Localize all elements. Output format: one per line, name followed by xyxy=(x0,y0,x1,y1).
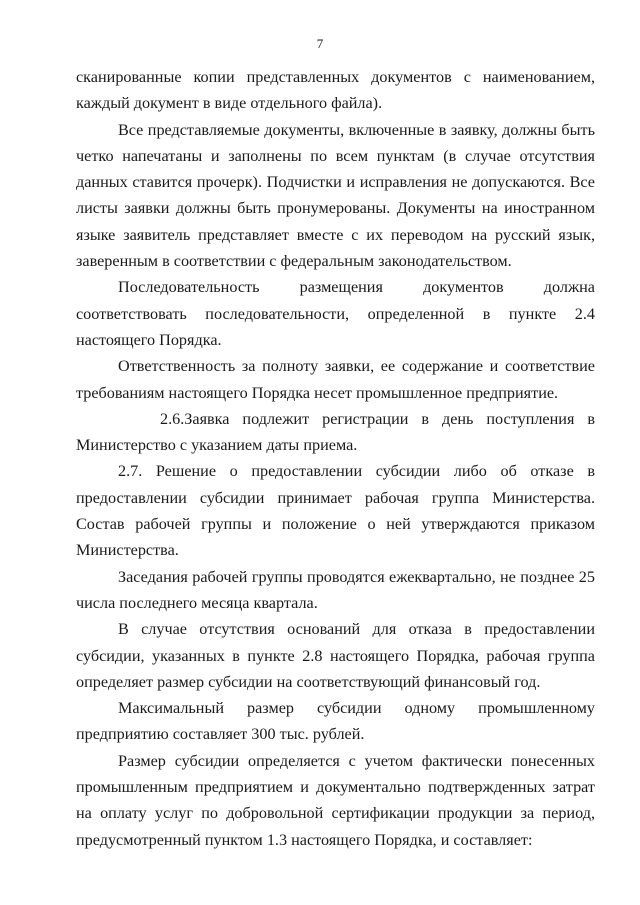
paragraph-text: В случае отсутствия оснований для отказа в предоставлении субсидии, указанных в пункте 2.8 настоящего Порядка, рабочая группа определяет размер субсидии на соответствующий финансовый год. xyxy=(76,620,595,691)
paragraph-2-7 xyxy=(76,458,595,563)
paragraph-text: сканированные копии представленных документов с наименованием, каждый документ в виде отдельного файла). xyxy=(76,68,595,113)
paragraph-text: Решение о предоставлении субсидии либо об отказе в предоставлении субсидии принимает рабочая группа Министерства. Состав рабочей группы и положение о ней утверждаются приказом Министерства. xyxy=(76,462,596,560)
paragraph-subsidy-calculation xyxy=(76,748,595,853)
clause-number: 2.7. xyxy=(118,462,143,481)
paragraph-text: Все представляемые документы, включенные в заявку, должны быть четко напечатаны и заполнены по всем пунктам (в случае отсутствия данных ставится прочерк). Подчистки и исправления не допускаются. Все листы заявки должны быть пронумерованы. Документы на иностранном языке заявитель представляет вместе с их переводом на русский язык, заверенным в соответствии с федеральным законодательством. xyxy=(76,120,595,271)
paragraph-text: Заседания рабочей группы проводятся ежеквартально, не позднее 25 числа последнего месяца квартала. xyxy=(76,567,595,612)
paragraph-document-requirements xyxy=(76,117,595,275)
paragraph-text: Максимальный размер субсидии одному промышленному предприятию составляет 300 тыс. рублей. xyxy=(76,699,595,744)
document-body xyxy=(76,64,595,853)
paragraph-document-order xyxy=(76,274,595,353)
page-number: 7 xyxy=(316,36,324,51)
clause-number: 2.6. xyxy=(160,409,185,428)
paragraph-text: Последовательность размещения документов должна соответствовать последовательности, определенной в пункте 2.4 настоящего Порядка. xyxy=(76,278,595,349)
paragraph-2-6 xyxy=(76,406,595,459)
paragraph-responsibility xyxy=(76,353,595,406)
paragraph-text: Размер субсидии определяется с учетом фактически понесенных промышленным предприятием и документально подтвержденных затрат на оплату услуг по добровольной сертификации продукции за период, предусмотренный пунктом 1.3 настоящего Порядка, и составляет: xyxy=(76,751,595,849)
paragraph-continuation xyxy=(76,64,595,117)
paragraph-text: Заявка подлежит регистрации в день поступления в Министерство с указанием даты приема. xyxy=(76,409,595,455)
paragraph-meetings xyxy=(76,564,595,617)
paragraph-maximum-subsidy xyxy=(76,695,595,748)
paragraph-subsidy-amount-decision xyxy=(76,616,595,695)
paragraph-text: Ответственность за полноту заявки, ее содержание и соответствие требованиям настоящего Порядка несет промышленное предприятие. xyxy=(76,357,595,402)
